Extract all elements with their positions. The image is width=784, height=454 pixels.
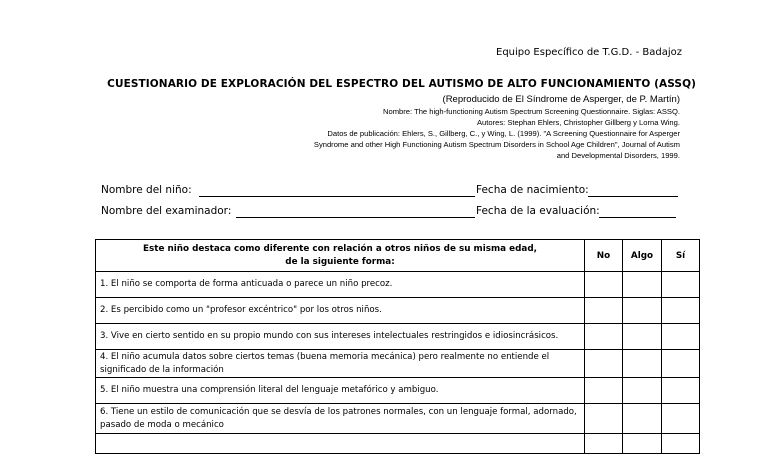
answer-no-cell[interactable] (585, 272, 623, 298)
answer-si-cell[interactable] (662, 378, 700, 404)
answer-algo-cell[interactable] (623, 434, 662, 454)
answer-algo-cell[interactable] (623, 324, 662, 350)
team-heading: Equipo Específico de T.G.D. - Badajoz (496, 47, 682, 58)
reproduced-note: (Reproducido de El Síndrome de Asperger, de P. Martín) (442, 94, 680, 105)
answer-si-cell[interactable] (662, 434, 700, 454)
table-row (96, 434, 700, 454)
question-6: 6. Tiene un estilo de comunicación que se desvía de los patrones normales, con un lenguaje formal, adornado, pasado de moda o mecánico (96, 404, 585, 434)
answer-algo-cell[interactable] (623, 350, 662, 378)
child-name-field[interactable] (199, 196, 475, 197)
table-row (96, 272, 700, 298)
question-5: 5. El niño muestra una comprensión literal del lenguaje metafórico y ambiguo. (96, 378, 585, 404)
examiner-label: Nombre del examinador: (101, 205, 232, 217)
answer-algo-cell[interactable] (623, 378, 662, 404)
answer-no-cell[interactable] (585, 350, 623, 378)
answer-algo-cell[interactable] (623, 272, 662, 298)
examiner-field[interactable] (236, 217, 475, 218)
child-name-label: Nombre del niño: (101, 184, 192, 196)
question-4: 4. El niño acumula datos sobre ciertos temas (buena memoria mecánica) pero realmente no entiende el significado de la información (96, 350, 585, 378)
question-1: 1. El niño se comporta de forma anticuada o parece un niño precoz. (96, 272, 585, 298)
header-line-1: Este niño destaca como diferente con relación a otros niños de su misma edad, (143, 243, 537, 254)
answer-no-cell[interactable] (585, 298, 623, 324)
question-3: 3. Vive en cierto sentido en su propio mundo con sus intereses intelectuales restringidos e idiosincrásicos. (96, 324, 585, 350)
publication-line-1: Datos de publicación: Ehlers, S., Gillberg, C., y Wing, L. (1999). "A Screening Questionnaire for Asperger (327, 129, 680, 138)
answer-algo-cell[interactable] (623, 298, 662, 324)
evaluation-date-label: Fecha de la evaluación: (476, 205, 600, 217)
publication-line-3: and Developmental Disorders, 1999. (556, 151, 680, 160)
evaluation-date-field[interactable] (599, 217, 676, 218)
answer-si-cell[interactable] (662, 350, 700, 378)
questionnaire-title: CUESTIONARIO DE EXPLORACIÓN DEL ESPECTRO DEL AUTISMO DE ALTO FUNCIONAMIENTO (ASSQ) (107, 78, 696, 90)
table-row (96, 378, 700, 404)
source-name: Nombre: The high-functioning Autism Spectrum Screening Questionnaire. Siglas: ASSQ. (382, 107, 680, 116)
questionnaire-table (95, 239, 700, 454)
table-row (96, 324, 700, 350)
table-row (96, 350, 700, 378)
column-header-algo: Algo (623, 240, 662, 272)
publication-line-2: Syndrome and other High Functioning Autism Spectrum Disorders in School Age Children", Journal of Autism (313, 140, 680, 149)
birth-date-field[interactable] (588, 196, 678, 197)
answer-si-cell[interactable] (662, 272, 700, 298)
question-7-partial (96, 434, 585, 454)
column-header-si: Sí (662, 240, 700, 272)
answer-algo-cell[interactable] (623, 404, 662, 434)
answer-no-cell[interactable] (585, 434, 623, 454)
answer-no-cell[interactable] (585, 324, 623, 350)
column-header-no: No (585, 240, 623, 272)
table-header-statement (96, 240, 585, 272)
answer-no-cell[interactable] (585, 404, 623, 434)
answer-si-cell[interactable] (662, 324, 700, 350)
answer-si-cell[interactable] (662, 298, 700, 324)
table-header-row (96, 240, 700, 272)
authors: Autores: Stephan Ehlers, Christopher Gillberg y Lorna Wing. (476, 118, 680, 127)
table-row (96, 298, 700, 324)
question-2: 2. Es percibido como un "profesor excéntrico" por los otros niños. (96, 298, 585, 324)
answer-no-cell[interactable] (585, 378, 623, 404)
birth-date-label: Fecha de nacimiento: (476, 184, 589, 196)
header-line-2: de la siguiente forma: (285, 256, 395, 267)
table-row (96, 404, 700, 434)
answer-si-cell[interactable] (662, 404, 700, 434)
